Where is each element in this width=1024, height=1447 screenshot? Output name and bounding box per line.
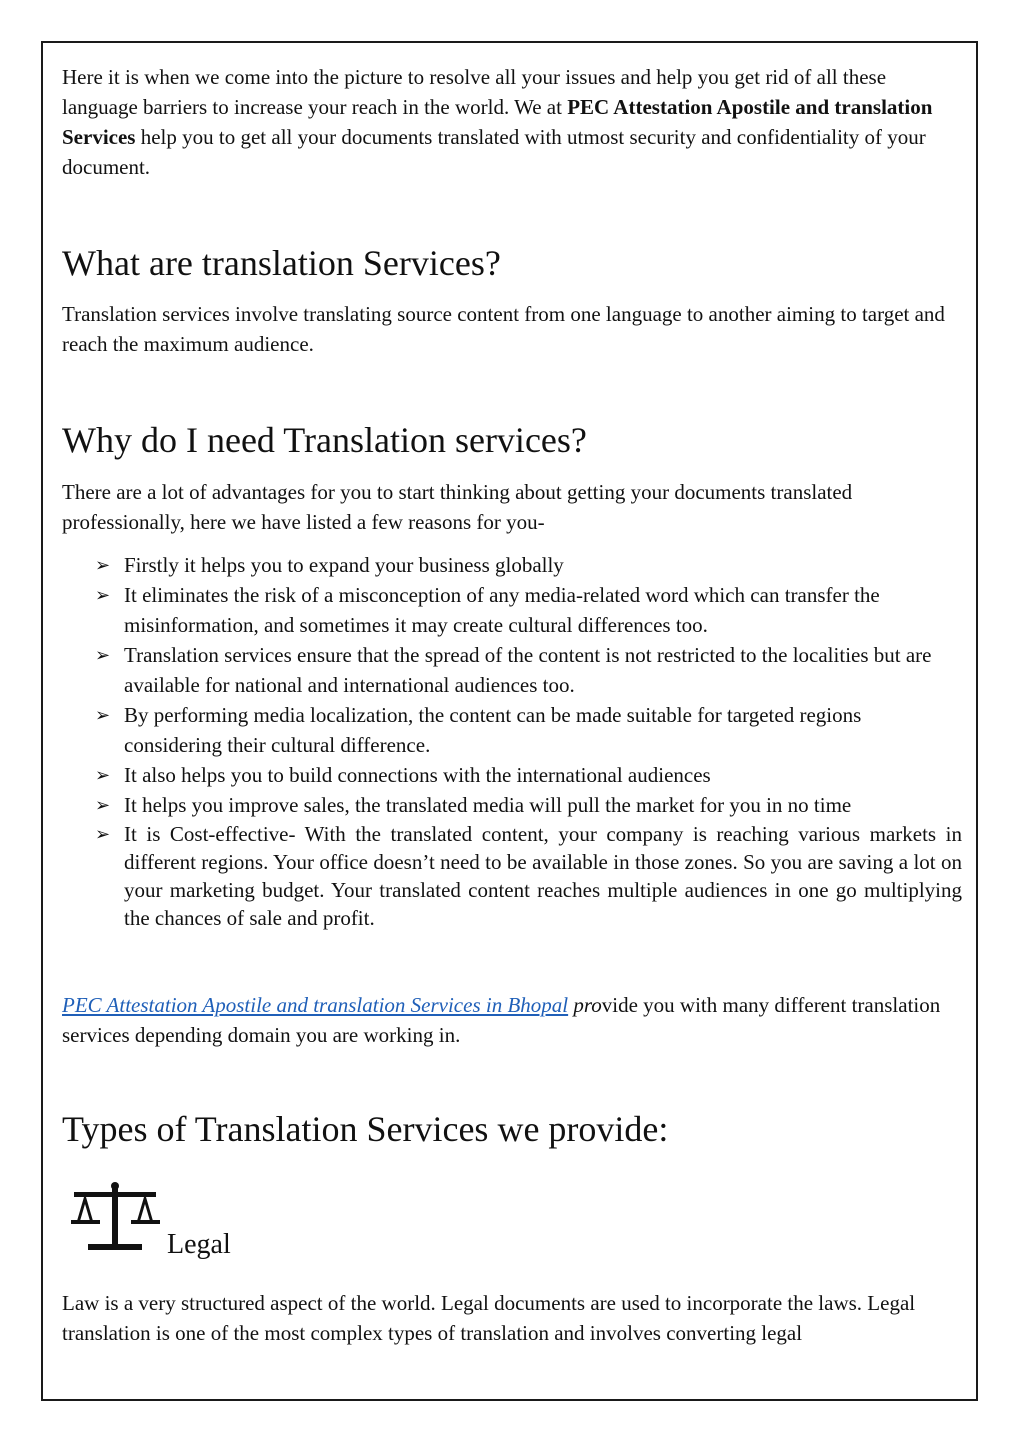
list-item: ➢ It also helps you to build connections with the international audiences [62,760,962,790]
intro-company-name: PEC Attestation Apostile and translation Services [62,95,933,149]
intro-text-end: help you to get all your documents translated with utmost security and confidentiality of your document. [62,125,926,179]
arrow-bullet-icon: ➢ [95,795,111,815]
list-item: ➢ Firstly it helps you to expand your business globally [62,550,962,580]
list-item: ➢ Translation services ensure that the spread of the content is not restricted to the localities but are available for national and international audiences too. [62,640,962,700]
arrow-bullet-icon: ➢ [95,585,111,605]
heading-why-need-translation: Why do I need Translation services? [62,420,587,460]
arrow-bullet-icon: ➢ [95,555,111,575]
arrow-bullet-icon: ➢ [95,705,111,725]
pec-bhopal-link[interactable]: PEC Attestation Apostile and translation Services in Bhopal [62,993,569,1017]
list-item: ➢ It eliminates the risk of a misconception of any media-related word which can transfer the misinformation, and sometimes it may create cultural differences too. [62,580,962,640]
why-paragraph: There are a lot of advantages for you to start thinking about getting your documents translated professionally, here we have listed a few reasons for you- [62,480,853,534]
list-item: ➢ It is Cost-effective- With the translated content, your company is reaching various markets in different regions. Your office doesn’t need to be available in those zones. So you are saving a lot on your marketing budget. Your translated content reaches multiple audiences in one go multiplying the chances of sale and profit. [95,822,962,930]
reasons-list [62,550,962,932]
scales-of-justice-icon [70,1180,160,1252]
intro-paragraph [62,62,962,182]
pec-paragraph [62,990,962,1050]
what-paragraph: Translation services involve translating source content from one language to another aiming to target and reach the maximum audience. [62,302,945,356]
list-item: ➢ It helps you improve sales, the translated media will pull the market for you in no time [62,790,962,820]
heading-what-are-translation-services: What are translation Services? [62,243,501,283]
arrow-bullet-icon: ➢ [95,765,111,785]
intro-text-start: Here it is when we come into the picture to resolve all your issues and help you get rid of all these language barriers to increase your reach in the world. We at [62,65,887,119]
heading-types-of-services: Types of Translation Services we provide: [62,1109,669,1149]
legal-section-header [70,1180,370,1260]
arrow-bullet-icon: ➢ [95,645,111,665]
list-item: ➢ By performing media localization, the content can be made suitable for targeted regions considering their cultural difference. [62,700,962,760]
legal-paragraph: Law is a very structured aspect of the world. Legal documents are used to incorporate the laws. Legal translation is one of the most complex types of translation and involves converting legal [62,1291,916,1345]
arrow-bullet-icon: ➢ [95,824,111,844]
pec-text: vide you with many different translation services depending domain you are working in. [62,993,941,1047]
pec-italic-fragment: pro [568,993,602,1017]
legal-label: Legal [167,1229,231,1260]
